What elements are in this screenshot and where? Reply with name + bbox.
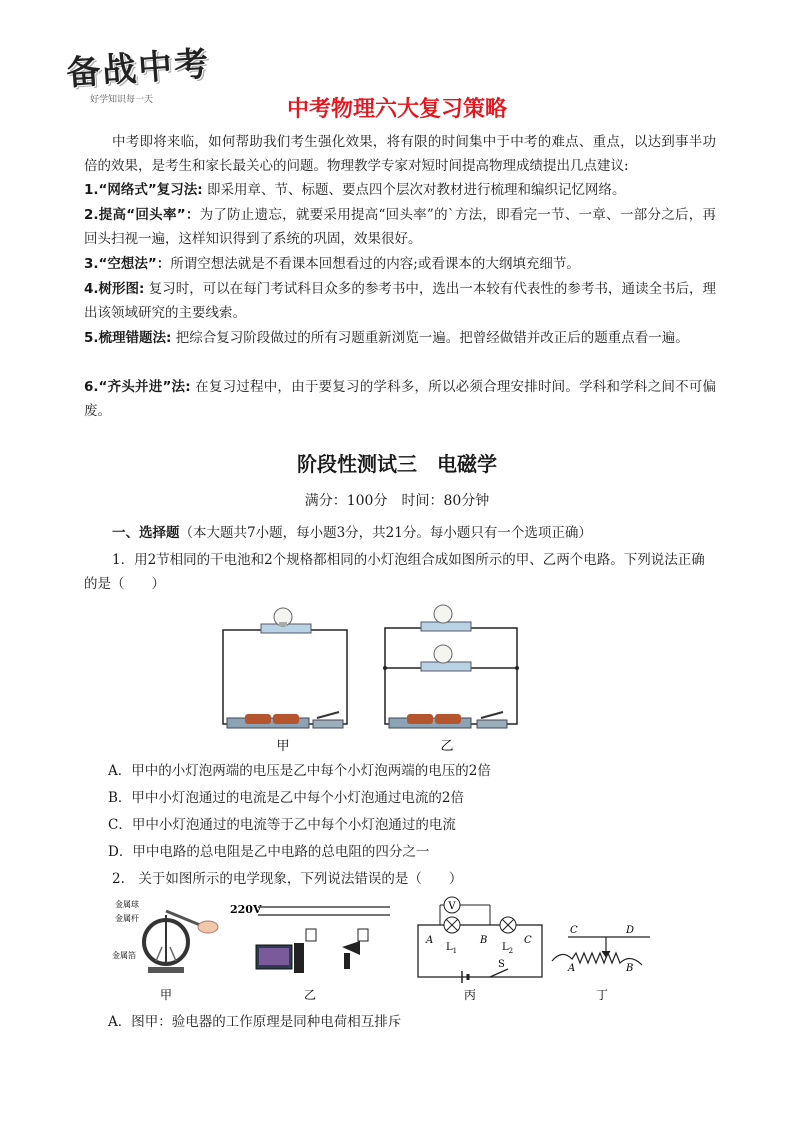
strategy-6 xyxy=(84,375,716,423)
q1-option-d: D．甲中电路的总电阻是乙中电路的总电阻的四分之一 xyxy=(108,844,430,860)
section-note: （本大题共7小题，每小题3分，共21分。每小题只有一个选项正确） xyxy=(179,525,592,541)
intro-paragraph: 中考即将来临，如何帮助我们考生强化效果，将有限的时间集中于中考的难点、重点，以达到事半功倍的效果，是考生和家长最关心的问题。物理教学专家对短时间提高物理成绩提出几点建议: xyxy=(84,134,716,174)
series-circuit-figure xyxy=(418,897,542,983)
label-metal-foil: 金属箔 xyxy=(112,951,136,960)
strategy-text: 在复习过程中，由于要复习的学科多，所以必须合理安排时间。学科和学科之间不可偏废。 xyxy=(84,379,716,419)
fig-label-yi: 乙 xyxy=(440,739,454,754)
q1-option-b: B．甲中小灯泡通过的电流是乙中每个小灯泡通过电流的2倍 xyxy=(108,790,465,806)
q2-figure xyxy=(100,895,700,1010)
strategy-label: 6.“齐头并进”法: xyxy=(84,379,191,395)
test-meta: 满分：100分 时间：80分钟 xyxy=(304,493,490,509)
household-wiring-figure xyxy=(230,903,390,973)
strategy-text: 即采用章、节、标题、要点四个层次对教材进行梳理和编织记忆网络。 xyxy=(202,182,626,198)
strategy-text: 复习时，可以在每门考试科目众多的参考书中，选出一本较有代表性的参考书，通读全书后，理出该领域研究的主要线索。 xyxy=(84,281,716,321)
section-header xyxy=(112,521,716,545)
circuit-yi xyxy=(383,605,519,728)
strategy-text: 为了防止遗忘，就要采用提高“回头率”的`方法，即看完一节、一章、一部分之后，再回头扫视一遍，这样知识得到了系统的巩固，效果很好。 xyxy=(84,207,716,247)
label-metal-ball: 金属球 xyxy=(115,900,139,909)
strategy-5 xyxy=(84,326,716,350)
rheostat-c-label: C xyxy=(570,925,578,936)
rheostat-figure xyxy=(552,925,650,974)
switch-label: S xyxy=(498,959,505,970)
strategy-text: 所谓空想法就是不看课本回想看过的内容;或看课本的大纲填充细节。 xyxy=(170,256,580,272)
lamp1-label: $L_1$ xyxy=(446,942,458,955)
strategy-label: 3.“空想法”： xyxy=(84,256,171,272)
circuit-jia xyxy=(223,608,347,728)
question-1-stem: 1．用2节相同的干电池和2个规格都相同的小灯泡组合成如图所示的甲、乙两个电路。下列说法正确的是（ ） xyxy=(84,552,705,592)
point-b-label: B xyxy=(480,935,488,946)
rheostat-d-label: D xyxy=(626,925,635,936)
label-metal-rod: 金属杆 xyxy=(115,914,139,923)
page-title: 中考物理六大复习策略 xyxy=(286,97,507,122)
strategy-label: 4.树形图: xyxy=(84,281,145,297)
fig-label-jia: 甲 xyxy=(276,739,290,754)
strategy-label: 1.“网络式”复习法: xyxy=(84,182,203,198)
test-title: 阶段性测试三 电磁学 xyxy=(297,452,497,476)
q1-circuit-figure xyxy=(215,600,535,760)
fig2-label-jia: 甲 xyxy=(159,988,173,1002)
voltmeter-label: V xyxy=(448,901,456,912)
strategy-4 xyxy=(84,277,716,325)
q2-option-a: A．图甲：验电器的工作原理是同种电荷相互排斥 xyxy=(108,1014,402,1030)
q1-option-c: C．甲中小灯泡通过的电流等于乙中每个小灯泡通过的电流 xyxy=(108,817,456,833)
lamp2-label: $L_2$ xyxy=(502,942,514,955)
strategy-2 xyxy=(84,203,716,251)
fig2-label-bing: 丙 xyxy=(463,988,477,1002)
strategy-3 xyxy=(84,252,716,276)
section-label: 一、选择题 xyxy=(112,525,180,541)
logo-subtitle: 好学知识每一天 xyxy=(90,95,154,105)
fig2-label-ding: 丁 xyxy=(595,988,609,1002)
voltage-label: 220V xyxy=(230,903,262,916)
strategy-label: 5.梳理错题法: xyxy=(84,330,172,346)
strategy-label: 2.提高“回头率”： xyxy=(84,207,200,223)
logo-text: 备战中考 xyxy=(65,43,212,94)
rheostat-b-label: B xyxy=(626,963,634,974)
fig2-label-yi: 乙 xyxy=(303,988,317,1002)
question-2-stem: 2. 关于如图所示的电学现象，下列说法错误的是（ ） xyxy=(112,871,463,887)
point-a-label: A xyxy=(426,935,434,946)
strategy-text: 把综合复习阶段做过的所有习题重新浏览一遍。把曾经做错并改正后的题重点看一遍。 xyxy=(171,330,689,346)
point-c-label: C xyxy=(524,935,532,946)
rheostat-a-label: A xyxy=(568,963,576,974)
strategy-1 xyxy=(84,178,716,202)
electroscope-figure xyxy=(112,899,218,973)
q1-option-a: A．甲中的小灯泡两端的电压是乙中每个小灯泡两端的电压的2倍 xyxy=(108,763,491,779)
